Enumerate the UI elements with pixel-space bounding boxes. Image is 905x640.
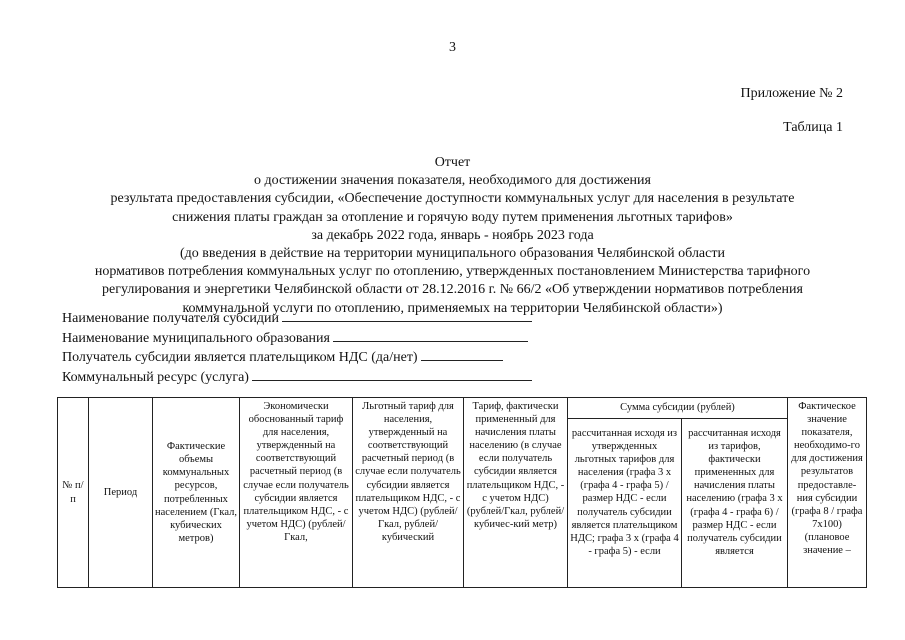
field-municipality-name [62, 329, 532, 349]
header-subsidy-actual: рассчитанная исходя из тарифов, фактически примененных для начисления платы населению (графа 3 х (графа 4 - графа 6) / размер НДС - если получатель субсидии является [682, 419, 788, 588]
field-vat-payer [62, 348, 532, 368]
table-label: Таблица 1 [783, 120, 843, 135]
title-line: Отчет [434, 155, 471, 170]
header-economic-tariff: Экономически обоснованный тариф для населения, утвержденный на соответствующий расчетный период (в случае если получатель субсидии является плательщиком НДС, - с учетом НДС) (рублей/Гкал, [240, 398, 353, 588]
title-line: (до введения в действие на территории муниципального образования Челябинской области [180, 246, 725, 262]
fill-in-line [333, 329, 528, 342]
header-number: № п/п [58, 398, 89, 588]
field-label: Получатель субсидии является плательщиком НДС (да/нет) [62, 350, 418, 365]
field-recipient-name [62, 309, 532, 329]
field-label: Коммунальный ресурс (услуга) [62, 369, 249, 385]
title-line: снижения платы граждан за отопление и горячую воду путем применения льготных тарифов» [172, 209, 733, 225]
field-utility-resource [62, 368, 532, 388]
header-subsidy-group: Сумма субсидии (рублей) [568, 398, 788, 419]
title-line: нормативов потребления коммунальных услуг по отоплению, утвержденных постановлением Министерства тарифного [94, 264, 811, 280]
report-table [57, 397, 867, 588]
header-subsidy-approved: рассчитанная исходя из утвержденных льготных тарифов для населения (графа 3 х (графа 4 - графа 5) / размер НДС - если получатель субсидии является плательщиком НДС; графа 3 х (графа 4 - графа 5) - если [568, 419, 682, 588]
fill-in-line [421, 348, 503, 361]
field-label: Наименование получателя субсидии [62, 311, 279, 326]
header-volumes: Фактические объемы коммунальных ресурсов, потребленных населением (Гкал, кубических метров) [153, 398, 240, 588]
title-line: коммунальной услуги по отоплению, применяемых на территории Челябинской области») [182, 300, 723, 316]
form-fields [62, 309, 532, 387]
field-label: Наименование муниципального образования [62, 330, 330, 346]
title-line: результата предоставления субсидии, «Обеспечение доступности коммунальных услуг для населения в результате [110, 191, 795, 207]
fill-in-line [282, 309, 532, 322]
title-line: за декабрь 2022 года, январь - ноябрь 2023 года [311, 227, 594, 243]
header-actual-tariff: Тариф, фактически примененный для начисления платы населению (в случае если получатель субсидии является плательщиком НДС, - с учетом НДС) (рублей/Гкал, рублей/кубичес-кий метр) [464, 398, 568, 588]
title-line: о достижении значения показателя, необходимого для достижения [254, 173, 651, 189]
header-period: Период [89, 398, 153, 588]
page-number: 3 [449, 40, 456, 55]
title-line: регулирования и энергетики Челябинской области от 28.12.2016 г. № 66/2 «Об утверждении нормативов потребления [102, 282, 803, 298]
header-indicator: Фактическое значение показателя, необходимо-го для достижения результатов предоставле-ния субсидии (графа 8 / графа 7х100) (плановое значение – [788, 398, 867, 588]
appendix-label: Приложение № 2 [740, 86, 843, 101]
header-preferential-tariff: Льготный тариф для населения, утвержденный на соответствующий расчетный период (в случае если получатель субсидии является плательщиком НДС, - с учетом НДС) (рублей/Гкал, рублей/кубический [353, 398, 464, 588]
report-title [40, 154, 865, 318]
fill-in-line [252, 368, 532, 381]
